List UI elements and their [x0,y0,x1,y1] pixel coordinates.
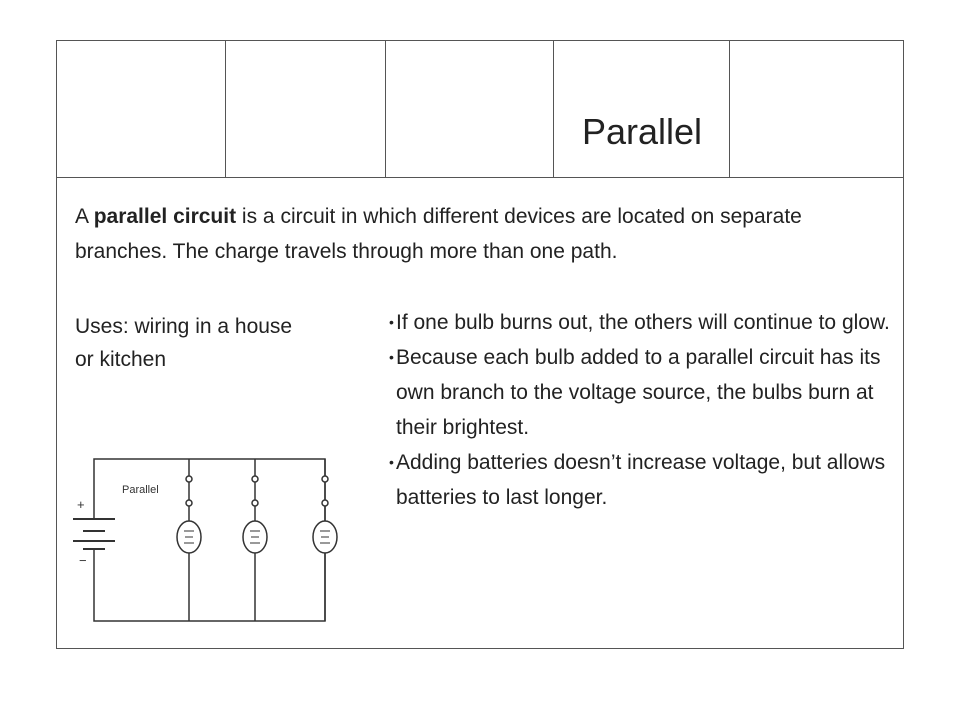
terminal-dot [252,500,258,506]
parallel-circuit-diagram [67,451,357,631]
bullet-item [389,305,893,340]
slide-title: Parallel [581,111,703,152]
intro-pre: A [75,205,94,228]
bullet-dot-icon: • [389,314,394,330]
terminal-dot [322,500,328,506]
bullet-text: Adding batteries doesn’t increase voltage, but allows batteries to last longer. [396,451,886,509]
diagram-label: Parallel [122,484,159,496]
uses-text: Uses: wiring in a house or kitchen [75,315,293,371]
terminal-dot [252,476,258,482]
battery-minus-label: − [79,553,87,568]
intro-paragraph [75,199,865,269]
terminal-dot [322,476,328,482]
header-divider [225,41,226,178]
bullet-text: Because each bulb added to a parallel circuit has its own branch to the voltage source, the bulbs burn at their brightest. [396,346,881,439]
bullet-item [389,445,893,515]
header-divider [385,41,386,178]
header-row [57,41,903,178]
terminal-dot [186,476,192,482]
battery-plus-label: + [77,497,85,512]
intro-term: parallel circuit [93,205,237,228]
terminal-dot [186,500,192,506]
bullet-list [389,305,893,515]
bullet-item [389,340,893,445]
intro-post: is a circuit in which different devices are located on separate branches. The charge travels through more than one path. [75,205,802,263]
bullet-text: If one bulb burns out, the others will continue to glow. [396,311,890,334]
bullet-dot-icon: • [389,349,394,365]
slide-frame [56,40,904,649]
bullet-dot-icon: • [389,454,394,470]
